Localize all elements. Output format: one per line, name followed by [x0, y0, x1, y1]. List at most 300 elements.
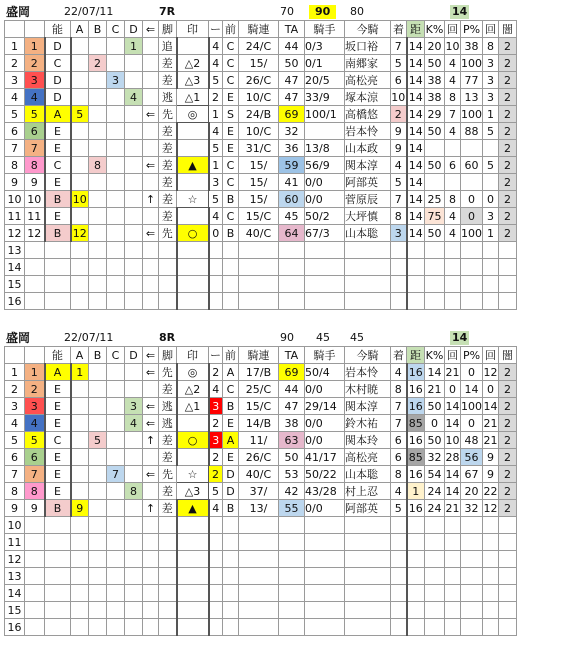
cell-mark-b [89, 140, 107, 157]
cell-mark-d [125, 242, 143, 259]
cell-k-count: 21 [445, 365, 460, 379]
cell-ability: D [45, 72, 71, 89]
column-header-p-pct: P% [461, 347, 483, 364]
cell-current-jockey: 関本淳 [345, 157, 391, 174]
cell-jockey-rate: 10/C [239, 89, 279, 106]
header-row [5, 21, 517, 38]
cell-finish: 9 [391, 123, 407, 140]
cell-mark-a [71, 517, 89, 534]
cell-k-pct: 0 [425, 415, 445, 432]
cell-style [159, 276, 177, 293]
cell-finish: 8 [391, 381, 407, 398]
table-row [5, 364, 517, 381]
column-header-k-pct: K% [425, 22, 444, 36]
cell-row-no: 13 [5, 242, 25, 259]
column-header-dark: 闇 [499, 347, 517, 364]
cell-finish: 10 [391, 90, 406, 104]
cell-frame [25, 568, 45, 585]
cell-mark-d [125, 602, 143, 619]
cell-front [223, 242, 239, 259]
cell-jockey-rate [239, 534, 279, 551]
cell-jockey-record: 50/2 [305, 208, 345, 225]
cell-frame: 2 [25, 381, 45, 398]
column-header-mark-a: A [71, 347, 89, 364]
cell-row-no: 12 [5, 551, 25, 568]
cell-mark-b [89, 208, 107, 225]
cell-mark-c [107, 381, 125, 398]
cell-ta [279, 517, 305, 534]
cell-style: 差 [159, 381, 177, 398]
cell-mark-c [107, 432, 125, 449]
cell-frame [25, 619, 45, 636]
column-header-arrow: ⇐ [143, 21, 159, 38]
cell-k-count [445, 619, 461, 636]
cell-k-count: 28 [445, 450, 460, 464]
table-row [5, 38, 517, 55]
cell-mark-b [89, 483, 107, 500]
cell-finish: 6 [391, 432, 407, 449]
column-header-frame [25, 347, 45, 364]
cell-finish: 7 [391, 38, 407, 55]
cell-jockey-record: 0/0 [305, 415, 345, 432]
cell-jockey-rate: 37/ [239, 483, 279, 500]
cell-row-no: 2 [5, 381, 25, 398]
cell-frame: 3 [25, 398, 45, 415]
cell-ability [45, 551, 71, 568]
table-row [5, 398, 517, 415]
cell-mark-a [71, 89, 89, 106]
cell-frame [25, 276, 45, 293]
cell-k-pct: 38 [425, 72, 445, 89]
cell-jockey-record: 0/0 [305, 500, 345, 517]
cell-prediction: △3 [177, 483, 209, 500]
cell-style [159, 602, 177, 619]
sheet-header [4, 4, 574, 20]
cell-minus: 2 [209, 466, 223, 483]
cell-current-jockey: 坂口裕 [345, 38, 391, 55]
table-row [5, 415, 517, 432]
cell-jockey-record [305, 568, 345, 585]
cell-mark-a [71, 398, 89, 415]
table-row [5, 517, 517, 534]
cell-mark-a: 10 [71, 191, 89, 208]
cell-mark-b [89, 568, 107, 585]
cell-p-pct: 56 [461, 449, 483, 466]
column-header-k-count: 回 [445, 347, 461, 364]
cell-front: E [223, 89, 239, 106]
column-header-k-count: 回 [445, 21, 461, 38]
cell-minus: 3 [209, 432, 223, 449]
cell-mark-b [89, 534, 107, 551]
cell-p-count: 0 [483, 191, 499, 208]
top-value-2: 45 [316, 331, 330, 344]
cell-arrow: ⇐ [143, 398, 159, 415]
cell-current-jockey: 関本玲 [345, 432, 391, 449]
cell-arrow [143, 72, 159, 89]
cell-mark-b [89, 415, 107, 432]
cell-arrow [143, 276, 159, 293]
cell-mark-a: 1 [71, 364, 89, 381]
cell-jockey-record: 0/3 [305, 38, 345, 55]
cell-distance: 16 [407, 500, 425, 517]
cell-mark-d [125, 500, 143, 517]
venue-label: 盛岡 [6, 331, 31, 345]
cell-mark-b [89, 585, 107, 602]
cell-k-count [445, 568, 461, 585]
table-row [5, 466, 517, 483]
cell-row-no: 1 [5, 364, 25, 381]
cell-ta: 59 [279, 157, 305, 174]
cell-ability: E [45, 123, 71, 140]
cell-mark-a [71, 123, 89, 140]
cell-minus: 3 [209, 174, 223, 191]
cell-arrow: ⇐ [143, 364, 159, 381]
cell-distance [407, 293, 425, 310]
cell-row-no: 10 [5, 191, 25, 208]
cell-p-pct [461, 602, 483, 619]
cell-dark [499, 619, 517, 636]
cell-mark-a [71, 551, 89, 568]
table-row [5, 381, 517, 398]
cell-front: C [223, 72, 239, 89]
cell-front [223, 293, 239, 310]
cell-prediction [177, 517, 209, 534]
cell-mark-a [71, 534, 89, 551]
cell-ta: 42 [279, 483, 305, 500]
cell-mark-c [107, 276, 125, 293]
cell-row-no: 9 [5, 500, 25, 517]
cell-minus [209, 242, 223, 259]
column-header-style: 脚 [159, 21, 177, 38]
table-row [5, 242, 517, 259]
column-header-minus: ー [210, 22, 221, 36]
cell-style: 差 [159, 55, 177, 72]
column-header-row-no [5, 21, 25, 38]
cell-mark-b [89, 174, 107, 191]
cell-front [223, 551, 239, 568]
column-header-mark-c: C [107, 347, 125, 364]
cell-row-no: 6 [5, 123, 25, 140]
cell-row-no: 15 [5, 276, 25, 293]
cell-finish: 5 [391, 500, 407, 517]
cell-ability [45, 293, 71, 310]
cell-row-no: 8 [5, 157, 25, 174]
cell-p-count: 3 [483, 55, 499, 72]
cell-arrow: ⇐ [143, 466, 159, 483]
cell-mark-b [89, 259, 107, 276]
column-header-current-jockey: 今騎 [345, 347, 391, 364]
date-label: 22/07/11 [64, 331, 114, 344]
cell-mark-c [107, 449, 125, 466]
cell-mark-b [89, 602, 107, 619]
cell-mark-c [107, 619, 125, 636]
cell-frame: 2 [25, 55, 45, 72]
top-value-4: 14 [452, 5, 468, 18]
cell-mark-c [107, 415, 125, 432]
cell-current-jockey [345, 242, 391, 259]
cell-k-pct [425, 174, 445, 191]
cell-row-no: 14 [5, 585, 25, 602]
cell-row-no: 13 [5, 568, 25, 585]
cell-frame: 7 [25, 466, 45, 483]
cell-p-pct [461, 619, 483, 636]
cell-finish: 5 [391, 55, 407, 72]
cell-arrow [143, 174, 159, 191]
cell-jockey-record [305, 534, 345, 551]
cell-p-pct: 32 [461, 500, 483, 517]
cell-k-count: 4 [445, 72, 461, 89]
cell-ability: A [45, 364, 71, 381]
cell-style [159, 585, 177, 602]
cell-finish [391, 276, 407, 293]
cell-k-pct: 50 [425, 432, 445, 449]
cell-mark-b [89, 517, 107, 534]
cell-mark-d [125, 140, 143, 157]
cell-finish: 4 [391, 364, 407, 381]
cell-p-count: 5 [483, 157, 499, 174]
cell-ability: E [45, 415, 71, 432]
cell-jockey-rate: 40/C [239, 225, 279, 242]
cell-front: S [223, 106, 239, 123]
cell-p-count: 21 [483, 416, 498, 430]
cell-frame: 5 [25, 106, 45, 123]
cell-p-pct [461, 174, 483, 191]
cell-arrow [143, 449, 159, 466]
cell-k-pct: 54 [425, 466, 445, 483]
cell-row-no: 7 [5, 140, 25, 157]
cell-current-jockey: 山本政 [345, 140, 391, 157]
cell-front [223, 585, 239, 602]
cell-dark: 2 [499, 225, 517, 242]
cell-mark-a [71, 140, 89, 157]
cell-ta: 47 [279, 398, 305, 415]
cell-mark-d [125, 174, 143, 191]
cell-mark-c [107, 140, 125, 157]
cell-mark-c [107, 259, 125, 276]
cell-k-pct: 50 [425, 225, 445, 242]
cell-jockey-rate: 14/B [239, 415, 279, 432]
cell-jockey-rate [239, 602, 279, 619]
cell-current-jockey [345, 517, 391, 534]
cell-minus [209, 585, 223, 602]
cell-arrow [143, 208, 159, 225]
cell-frame: 1 [25, 364, 45, 381]
cell-p-pct [461, 568, 483, 585]
column-header-p-pct: P% [461, 21, 483, 38]
cell-prediction [177, 568, 209, 585]
cell-k-count: 8 [445, 89, 461, 106]
cell-jockey-rate: 31/C [239, 140, 279, 157]
cell-k-pct: 32 [425, 449, 445, 466]
cell-mark-d [125, 225, 143, 242]
cell-minus: 4 [209, 500, 223, 517]
cell-frame [25, 517, 45, 534]
cell-style [159, 293, 177, 310]
cell-dark [499, 602, 517, 619]
table-row [5, 551, 517, 568]
cell-finish [391, 619, 407, 636]
cell-front: E [223, 415, 239, 432]
column-header-distance: 距 [407, 347, 425, 364]
cell-arrow [143, 259, 159, 276]
cell-ta: 50 [279, 55, 305, 72]
cell-mark-a [71, 174, 89, 191]
cell-mark-c [107, 208, 125, 225]
cell-row-no: 1 [5, 38, 25, 55]
cell-distance: 14 [407, 38, 425, 55]
cell-front: C [223, 208, 239, 225]
cell-frame: 8 [25, 157, 45, 174]
cell-mark-c [107, 398, 125, 415]
cell-distance: 1 [407, 483, 425, 500]
cell-arrow: ⇐ [143, 157, 159, 174]
cell-mark-b [89, 466, 107, 483]
cell-mark-c [107, 106, 125, 123]
cell-k-pct [425, 242, 445, 259]
cell-ability: E [45, 398, 71, 415]
cell-mark-c [107, 551, 125, 568]
cell-p-pct [461, 242, 483, 259]
cell-mark-c [107, 38, 125, 55]
cell-jockey-record: 43/28 [305, 483, 345, 500]
cell-jockey-rate: 13/ [239, 500, 279, 517]
cell-distance [407, 259, 425, 276]
cell-finish: 7 [391, 415, 407, 432]
cell-k-count: 8 [445, 191, 461, 208]
cell-jockey-rate: 26/C [239, 449, 279, 466]
cell-jockey-rate: 15/C [239, 398, 279, 415]
cell-k-count: 6 [445, 157, 461, 174]
cell-mark-a [71, 466, 89, 483]
cell-dark: 2 [499, 466, 517, 483]
cell-current-jockey [345, 568, 391, 585]
cell-mark-c [107, 534, 125, 551]
cell-k-pct [425, 140, 445, 157]
cell-mark-a [71, 208, 89, 225]
cell-current-jockey: 塚本涼 [345, 89, 391, 106]
cell-finish: 6 [391, 72, 407, 89]
cell-ability: B [45, 191, 71, 208]
cell-p-count: 3 [483, 89, 499, 106]
column-header-ability: 能 [45, 21, 71, 38]
cell-row-no: 4 [5, 89, 25, 106]
cell-finish: 8 [391, 208, 407, 225]
cell-distance [407, 534, 425, 551]
cell-dark: 2 [499, 38, 517, 55]
cell-row-no: 16 [5, 293, 25, 310]
cell-ability: A [45, 106, 71, 123]
cell-arrow: ⇐ [143, 225, 159, 242]
cell-p-count [483, 551, 499, 568]
cell-front: A [223, 364, 239, 381]
cell-dark [499, 568, 517, 585]
cell-mark-a [71, 483, 89, 500]
column-header-jockey-record: 騎手 [305, 347, 345, 364]
cell-mark-a: 12 [71, 225, 89, 242]
cell-ability: D [45, 38, 71, 55]
cell-mark-b [89, 38, 107, 55]
table-row [5, 276, 517, 293]
cell-k-count: 4 [445, 225, 461, 242]
cell-mark-d [125, 123, 143, 140]
cell-style [159, 259, 177, 276]
cell-minus: 4 [209, 38, 223, 55]
cell-style: 差 [159, 449, 177, 466]
cell-style: 差 [159, 123, 177, 140]
cell-distance: 14 [407, 72, 425, 89]
cell-mark-d [125, 619, 143, 636]
cell-k-pct: 29 [425, 106, 445, 123]
cell-minus [209, 534, 223, 551]
cell-ability [45, 517, 71, 534]
cell-finish [391, 534, 407, 551]
cell-dark [499, 551, 517, 568]
column-header-jockey-rate: 騎連 [239, 347, 279, 364]
cell-p-count [483, 534, 499, 551]
cell-finish: 8 [391, 466, 407, 483]
cell-jockey-record: 20/5 [305, 72, 345, 89]
cell-mark-a [71, 449, 89, 466]
cell-p-pct: 60 [461, 157, 483, 174]
cell-current-jockey: 岩本怜 [345, 123, 391, 140]
cell-ability [45, 242, 71, 259]
cell-mark-b [89, 123, 107, 140]
cell-front: B [223, 225, 239, 242]
column-header-minus: ー [210, 348, 221, 362]
cell-current-jockey [345, 259, 391, 276]
cell-finish [391, 293, 407, 310]
cell-k-count [445, 140, 461, 157]
cell-style: 追 [159, 38, 177, 55]
cell-ta [279, 585, 305, 602]
cell-minus: 1 [209, 157, 223, 174]
cell-arrow [143, 568, 159, 585]
cell-jockey-rate: 15/ [239, 174, 279, 191]
cell-p-count [483, 585, 499, 602]
cell-dark [499, 534, 517, 551]
cell-p-pct: 67 [461, 466, 483, 483]
cell-dark: 2 [499, 483, 517, 500]
cell-frame: 7 [25, 140, 45, 157]
cell-p-pct: 0 [461, 364, 483, 381]
cell-current-jockey: 山本聡 [345, 225, 391, 242]
cell-ta: 41 [279, 174, 305, 191]
cell-finish [391, 551, 407, 568]
cell-dark [499, 585, 517, 602]
column-header-ta: TA [279, 347, 305, 364]
cell-distance: 14 [407, 106, 425, 123]
cell-prediction: ○ [177, 432, 209, 449]
cell-mark-b [89, 381, 107, 398]
cell-dark: 2 [499, 415, 517, 432]
cell-current-jockey: 高松亮 [345, 72, 391, 89]
cell-style: 差 [159, 140, 177, 157]
cell-k-pct [425, 534, 445, 551]
column-header-frame [25, 21, 45, 38]
cell-jockey-rate [239, 259, 279, 276]
cell-jockey-rate [239, 293, 279, 310]
cell-jockey-record: 33/9 [305, 89, 345, 106]
cell-prediction [177, 415, 209, 432]
cell-mark-b [89, 276, 107, 293]
cell-ta [279, 293, 305, 310]
cell-row-no: 8 [5, 483, 25, 500]
cell-finish [391, 517, 407, 534]
top-value-4: 14 [452, 331, 468, 344]
cell-minus [209, 619, 223, 636]
cell-front [223, 568, 239, 585]
cell-k-pct: 75 [425, 208, 445, 225]
